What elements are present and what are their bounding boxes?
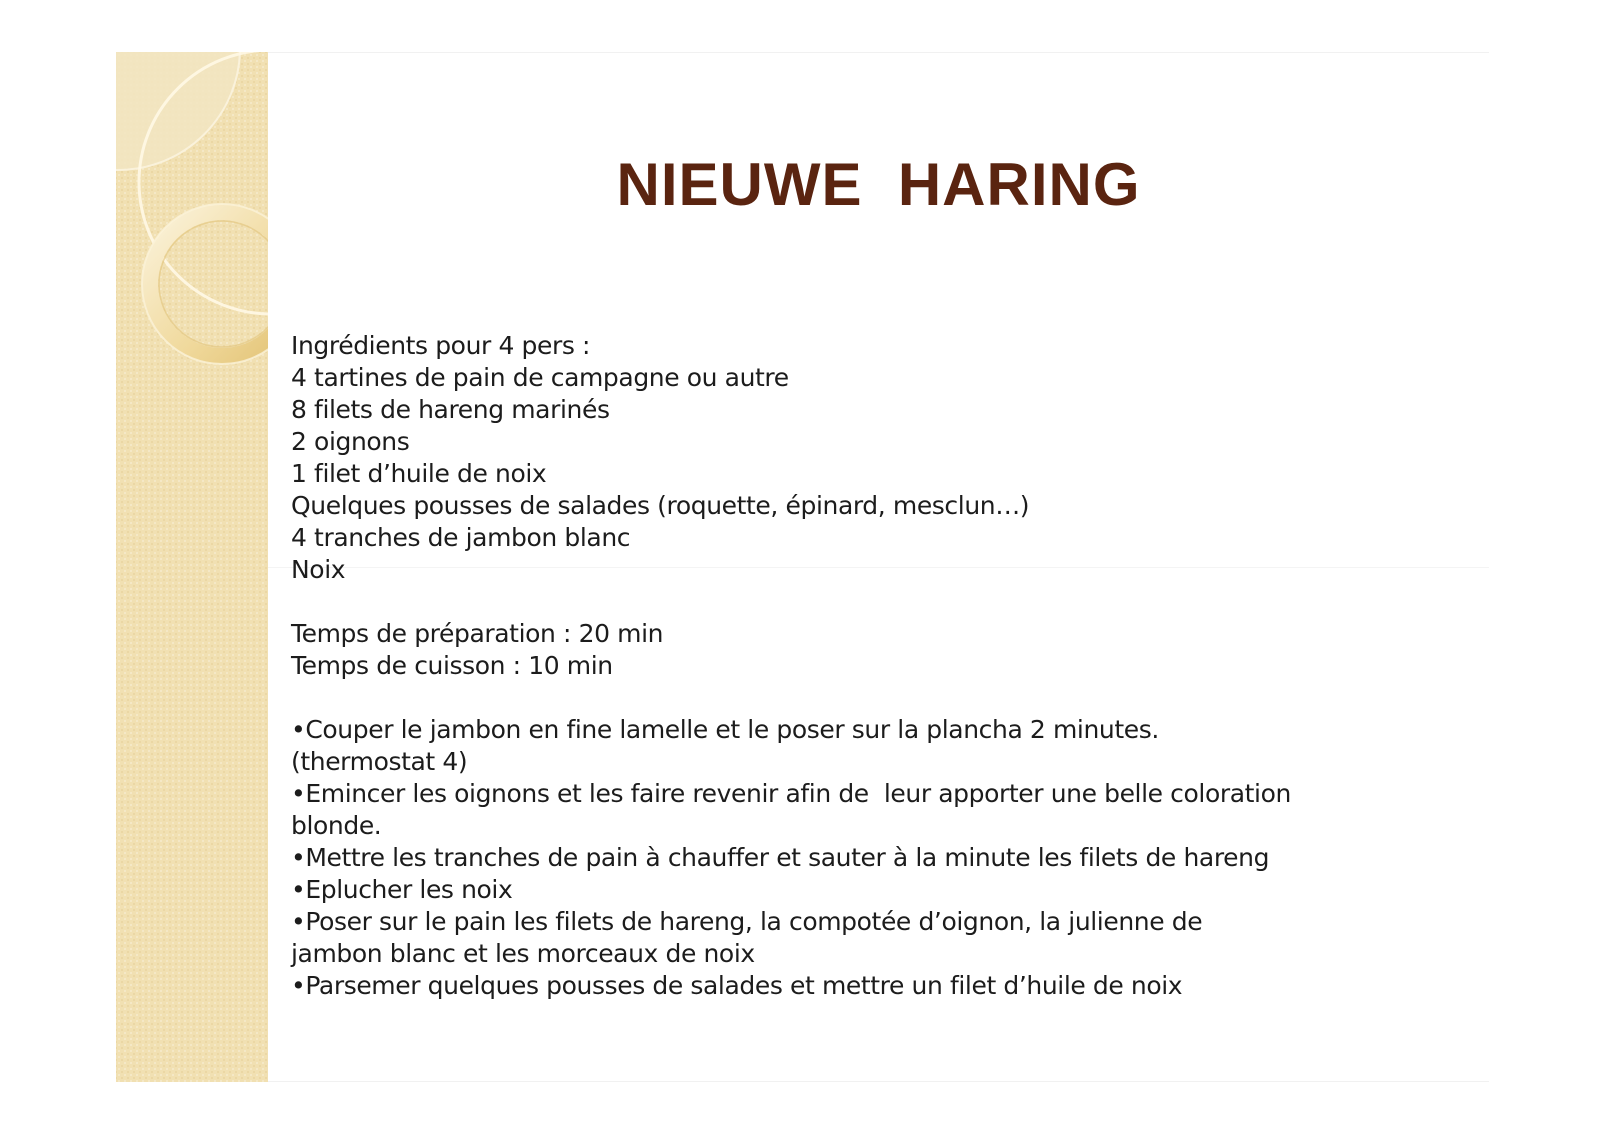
step-line: blonde. [291, 811, 382, 840]
step-line: •Couper le jambon en fine lamelle et le poser sur la plancha 2 minutes. [291, 715, 1159, 744]
blank-line [291, 586, 1471, 618]
step-line: (thermostat 4) [291, 747, 468, 776]
ingredient-item: 2 oignons [291, 427, 410, 456]
ingredient-item: Noix [291, 555, 346, 584]
ring-shape [150, 212, 268, 356]
step-line: •Eplucher les noix [291, 875, 513, 904]
step-line: •Mettre les tranches de pain à chauffer et sauter à la minute les filets de hareng [291, 843, 1270, 872]
ingredient-item: 1 filet d’huile de noix [291, 459, 547, 488]
step-line: jambon blanc et les morceaux de noix [291, 939, 755, 968]
large-circle-shape [116, 52, 240, 170]
decorative-side-band [116, 52, 268, 1082]
slide-bottom-border [268, 1081, 1489, 1082]
ingredient-item: 4 tartines de pain de campagne ou autre [291, 363, 789, 392]
ingredient-item: 8 filets de hareng marinés [291, 395, 610, 424]
ingredients-heading: Ingrédients pour 4 pers : [291, 331, 591, 360]
preparation-time: Temps de préparation : 20 min [291, 619, 664, 648]
step-line: •Parsemer quelques pousses de salades et mettre un filet d’huile de noix [291, 971, 1183, 1000]
cooking-time: Temps de cuisson : 10 min [291, 651, 613, 680]
ingredient-item: 4 tranches de jambon blanc [291, 523, 631, 552]
slide-top-border [268, 52, 1489, 53]
blank-line [291, 682, 1471, 714]
slide [116, 52, 1489, 1082]
page-title: NIEUWE HARING [616, 151, 1141, 218]
step-line: •Emincer les oignons et les faire revenir afin de leur apporter une belle coloration [291, 779, 1291, 808]
step-line: •Poser sur le pain les filets de hareng, la compotée d’oignon, la julienne de [291, 907, 1203, 936]
decorative-circles-graphic [116, 52, 268, 1082]
recipe-body [291, 330, 1471, 1002]
ingredient-item: Quelques pousses de salades (roquette, épinard, mesclun…) [291, 491, 1030, 520]
